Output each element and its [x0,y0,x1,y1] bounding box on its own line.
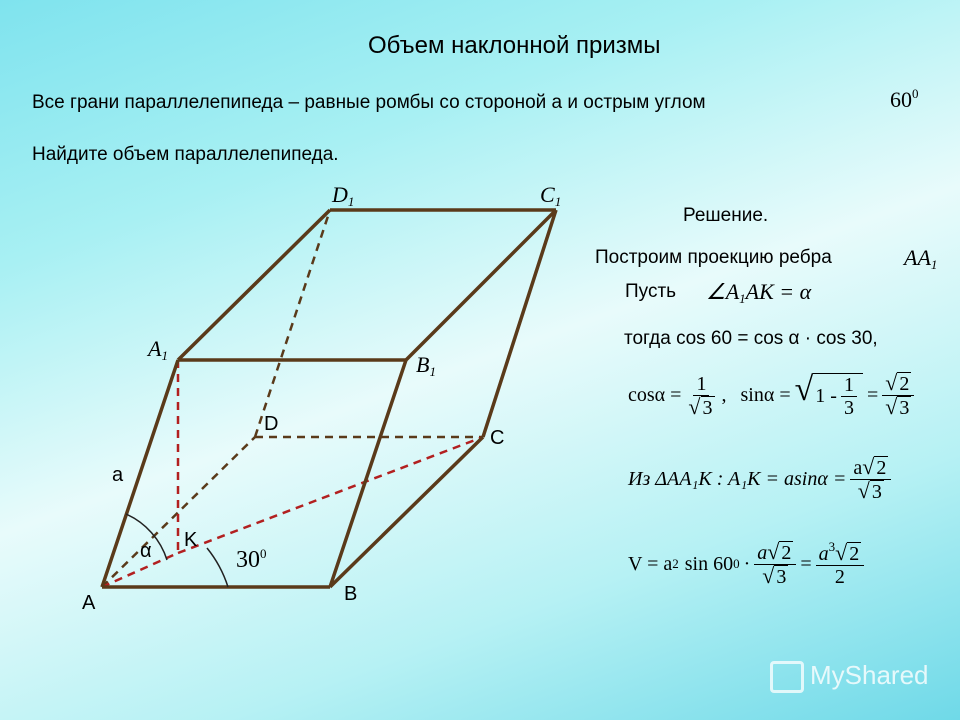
angle-A1AK-math: $\angle A_1AK = \alpha$ [706,279,812,306]
solution-step-1: Построим проекцию ребра [595,247,832,268]
edge-A1D1 [178,210,330,360]
vertex-B-label: B [344,583,358,605]
solution-heading: Решение. [683,205,769,226]
alpha-label: α [140,540,152,562]
vertex-C1-label: $C_1$ [540,182,562,209]
solution-step-2: Пусть [625,281,677,302]
slide-title: Объем наклонной призмы [368,32,661,59]
edge-BB1 [330,360,406,587]
formula-volume: V = a 2 sin 60 0 · a √ 2 √ 3 = $a^3$ √ 2 2 [628,540,868,588]
watermark: MyShared [770,660,929,693]
angle-30-arc [207,548,228,587]
problem-text: Все грани параллелепипеда – равные ромбы со стороной а и острым углом [32,92,706,113]
vertex-D1-label: $D_1$ [332,182,355,209]
watermark-logo-icon [770,661,804,693]
angle-60-label: $60^0$ [890,86,919,112]
formula-cos-sin: cosα = 1 √ 3 , sinα = √ 1 - $\frac{1}{3}$ = √ 2 √ 3 [628,372,918,419]
formula-A1K: Из ΔAA₁K : A₁K = asinα = a √ 2 √ 3 [628,456,895,503]
vertex-A-label: A [82,592,96,614]
hidden-edge-DD1 [255,210,330,437]
vertex-D-label: D [264,413,279,435]
solution-step-3: тогда cos 60 = cos α · cos 30, [624,328,878,349]
edge-a-label: a [112,464,124,486]
line-KC [178,437,483,553]
point-K-label: K [184,529,198,551]
problem-line-2: Найдите объем параллелепипеда. [32,144,339,165]
angle-30-label: $30^0$ [236,546,267,573]
vertex-B1-label: $B_1$ [416,352,436,379]
edge-AA1-math: $AA_1$ [904,245,938,272]
vertex-A1-label: $A_1$ [148,336,168,363]
vertex-C-label: C [490,427,505,449]
edge-BC [330,437,483,587]
